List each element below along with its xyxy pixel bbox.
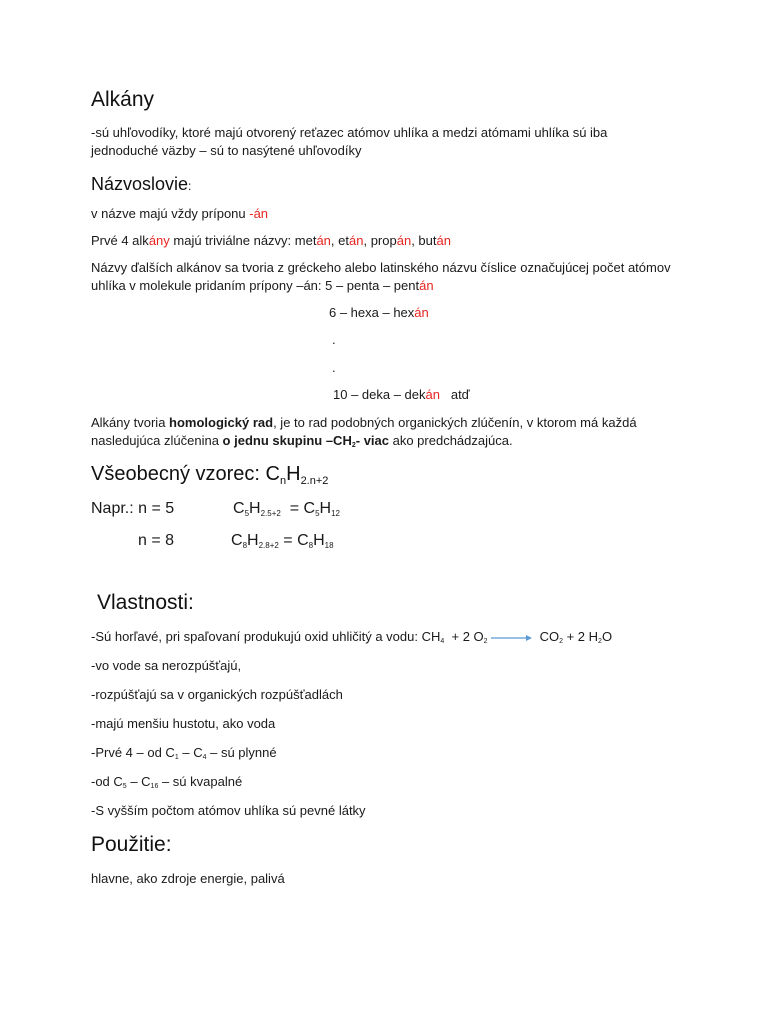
example-1-formula: $C_5H_{2.5+2} = C_5H_{12}$ <box>233 500 340 518</box>
property-liquids: -od $C_5 - C_{16}$ – sú kvapalné <box>91 774 243 790</box>
property-insoluble: -vo vode sa nerozpúšťajú, <box>91 658 242 673</box>
example-2-formula: $C_8H_{2.8+2} = C_8H_{18}$ <box>231 532 334 550</box>
property-soluble-organic: -rozpúšťajú sa v organických rozpúšťadlách <box>91 687 343 702</box>
intro-line-2: jednoduché väzby – sú to nasýtené uhľovodíky <box>91 143 362 158</box>
homolog-line-1: Alkány tvoria homologický rad, je to rad podobných organických zlúčenín, v ktorom má každá <box>91 415 637 430</box>
general-formula-heading: Všeobecný vzorec: $C_nH_{2.n+2}$ <box>91 463 329 487</box>
intro-line-1: -sú uhľovodíky, ktoré majú otvorený reťazec atómov uhlíka a medzi atómami uhlíka sú iba <box>91 125 608 140</box>
other-names-line-1: Názvy ďalších alkánov sa tvoria z gréckeho alebo latinského názvu číslice označujúcej počet atómov <box>91 260 671 275</box>
suffix-line: v názve majú vždy príponu -án <box>91 206 269 221</box>
trivial-names-line: Prvé 4 alkány majú triviálne názvy: metán, etán, propán, bután <box>91 233 451 248</box>
other-names-line-2: uhlíka v molekule pridaním prípony –án: 5 – penta – pentán <box>91 278 434 293</box>
deka-line: 10 – deka – dekán atď <box>333 387 470 402</box>
property-solids: -S vyšším počtom atómov uhlíka sú pevné látky <box>91 803 366 818</box>
page-title: Alkány <box>91 88 155 111</box>
reaction-arrow-icon <box>489 633 533 643</box>
property-gases: -Prvé 4 – od $C_1 - C_4$ – sú plynné <box>91 745 277 761</box>
usage-heading: Použitie: <box>91 833 172 856</box>
ellipsis-dot-2: . <box>332 360 336 375</box>
properties-heading: Vlastnosti: <box>97 591 194 614</box>
property-density: -majú menšiu hustotu, ako voda <box>91 716 276 731</box>
usage-text: hlavne, ako zdroje energie, palivá <box>91 871 285 886</box>
nomenclature-heading: Názvoslovie: <box>91 174 192 194</box>
hexa-line: 6 – hexa – hexán <box>329 305 429 320</box>
example-1-label: Napr.: n = 5 <box>91 500 175 517</box>
ellipsis-dot-1: . <box>332 332 336 347</box>
example-2-label: n = 8 <box>138 532 175 549</box>
property-combustion: -Sú horľavé, pri spaľovaní produkujú oxid uhličitý a vodu: $CH_4 + 2$ $O_2$ $CO_2 + 2$ $H_2O$ <box>91 629 613 645</box>
homolog-line-2: nasledujúca zlúčenina o jednu skupinu $-CH_2-$ viac ako predchádzajúca. <box>91 433 513 449</box>
